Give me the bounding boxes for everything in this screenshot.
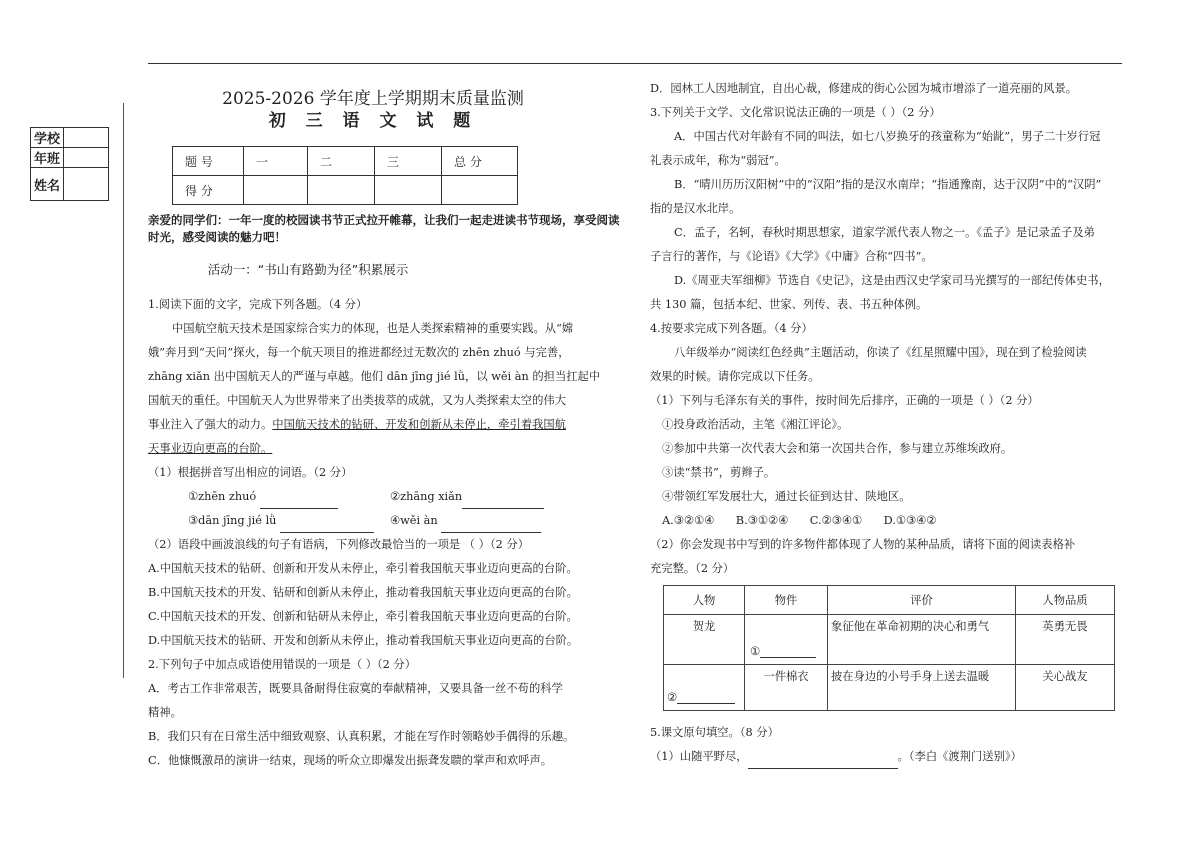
score-cell[interactable] [375,176,442,205]
question-5-title: 5.课文原句填空。（8 分） [650,726,779,739]
q3-option-d: D.《周亚夫军细柳》节选自《史记》，这是由西汉史学家司马光撰写的一部纪传体史书， [674,274,1110,287]
pinyin-label: ③dān jīng jié lǜ [188,514,277,527]
score-header: 二 [308,147,375,176]
score-header: 一 [244,147,308,176]
q2-option-d: D．园林工人因地制宜，自出心裁，修建成的街心公园为城市增添了一道亮丽的风景。 [650,82,1078,95]
eval-cell: 象征他在革命初期的决心和勇气 [828,615,1016,665]
question-2-title: 2.下列句子中加点成语使用错误的一项是（ ）（2 分） [148,658,417,671]
event-item: ②参加中共第一次代表大会和第一次国共合作，参与建立苏维埃政府。 [662,442,1013,455]
question-1-2: （2）语段中画波浪线的句子有语病，下列修改最恰当的一项是 （ ）（2 分） [148,538,530,551]
table-header: 人物品质 [1016,586,1115,615]
table-row [664,615,1115,665]
event-item: ①投身政治活动，主笔《湘江评论》。 [662,418,849,431]
pinyin-label: ②zhāng xiǎn [390,490,463,503]
name-label: 姓名 [31,168,64,201]
q3-option-c-cont: 子言行的著作，与《论语》《大学》《中庸》合称“四书”。 [650,250,933,263]
question-4-title: 4.按要求完成下列各题。（4 分） [650,322,813,335]
score-cell[interactable] [308,176,375,205]
wavy-sentence: 中国航天技术的钻研、开发和创新从未停止，牵引着我国航 [272,418,567,431]
answer-blank[interactable] [462,495,544,509]
wavy-sentence: 天事业迈向更高的台阶。 [148,442,273,455]
passage-line [148,437,618,461]
q3-option-a: A．中国古代对年龄有不同的叫法，如七八岁换牙的孩童称为“始龀”，男子二十岁行冠 [674,130,1101,143]
pinyin-label: ①zhēn zhuó [188,490,257,503]
item-cell [745,615,828,665]
exam-subtitle: 初 三 语 文 试 题 [268,111,478,131]
passage-line: 国航天的重任。中国航天人为世界带来了出类拔萃的成就，又为人类探索太空的伟大 [148,394,566,407]
answer-blank[interactable] [760,644,816,658]
pinyin-row [148,485,618,509]
q3-option-b-cont: 指的是汉水北岸。 [650,202,741,215]
pinyin-label: ④wěi àn [390,514,438,527]
score-cell[interactable] [442,176,518,205]
q3-option-c: C．孟子，名轲，春秋时期思想家，道家学派代表人物之一。《孟子》是记录孟子及弟 [674,226,1095,239]
q3-option-d-cont: 共 130 篇，包括本纪、世家、列传、表、书五种体例。 [650,298,928,311]
score-cell[interactable] [244,176,308,205]
q4-intro-cont: 效果的时候。请你完成以下任务。 [650,370,820,383]
answer-blank[interactable] [677,690,735,704]
question-1-1: （1）根据拼音写出相应的词语。（2 分） [148,466,353,479]
pinyin-item [390,485,544,509]
school-label: 学校 [31,128,64,148]
person-cell [664,665,745,711]
quality-cell: 关心战友 [1016,665,1115,711]
question-4-2: （2）你会发现书中写到的许多物件都体现了人物的某种品质，请将下面的阅读表格补 [650,538,1076,551]
table-header: 评价 [828,586,1016,615]
table-header: 人物 [664,586,745,615]
score-header: 三 [375,147,442,176]
student-info-table [30,127,109,201]
q5-text: （1）山随平野尽， [650,750,748,763]
greeting-text: 亲爱的同学们：一年一度的校园读书节正式拉开帷幕，让我们一起走进读书节现场，享受阅读时光，感受阅读的魅力吧！ [148,213,620,244]
blank-number: ② [667,691,678,704]
activity-title: 活动一：“书山有路勤为径”积累展示 [207,262,409,277]
pinyin-item [188,509,374,533]
passage-line: zhāng xiǎn 出中国航天人的严谨与卓越。他们 dān jīng jié lǜ，以 wěi àn 的担当扛起中 [148,370,601,383]
option-c: C.中国航天技术的开发、创新和钻研从未停止，牵引着我国航天事业迈向更高的台阶。 [148,610,578,623]
q2-option-a-cont: 精神。 [148,706,182,719]
table-header: 物件 [745,586,828,615]
q5-text: 。（李白《渡荆门送别》） [897,750,1022,763]
binding-line [123,103,124,678]
passage-line: 中国航空航天技术是国家综合实力的体现，也是人类探索精神的重要实践。从“嫦 [172,322,574,335]
q2-option-b: B．我们只有在日常生活中细致观察、认真积累，才能在写作时领略妙手偶得的乐趣。 [148,730,575,743]
score-header: 总 分 [442,147,518,176]
pinyin-item [188,485,338,509]
q4-choices: A.③②①④ B.③①②④ C.②③④① D.①③④② [662,514,937,527]
question-1-title: 1.阅读下面的文字，完成下列各题。（4 分） [148,298,368,311]
reading-table [663,585,1115,711]
table-row [664,665,1115,711]
name-field[interactable] [64,168,109,201]
right-column [650,77,1128,769]
score-row-label: 得 分 [173,176,244,205]
school-field[interactable] [64,128,109,148]
question-4-1: （1）下列与毛泽东有关的事件，按时间先后排序，正确的一项是（ ）（2 分） [650,394,1039,407]
passage-text: 事业注入了强大的动力。 [148,418,273,431]
q5-line-1 [650,745,1128,769]
item-cell: 一件棉衣 [745,665,828,711]
blank-number: ① [750,645,761,658]
option-b: B.中国航天技术的开发、钻研和创新从未停止，推动着我国航天事业迈向更高的台阶。 [148,586,578,599]
q2-option-c: C．他慷慨激昂的演讲一结束，现场的听众立即爆发出振聋发聩的掌声和欢呼声。 [148,754,553,767]
pinyin-item [390,509,541,533]
person-cell: 贺龙 [664,615,745,665]
quality-cell: 英勇无畏 [1016,615,1115,665]
q2-option-a: A．考古工作非常艰苦，既要具备耐得住寂寞的奉献精神，又要具备一丝不苟的科学 [148,682,563,695]
option-a: A.中国航天技术的钻研、创新和开发从未停止，牵引着我国航天事业迈向更高的台阶。 [148,562,578,575]
class-field[interactable] [64,148,109,168]
q4-intro: 八年级举办“阅读红色经典”主题活动，你读了《红星照耀中国》，现在到了检验阅读 [674,346,1087,359]
answer-blank[interactable] [748,755,898,769]
option-d: D.中国航天技术的钻研、开发和创新从未停止，推动着我国航天事业迈向更高的台阶。 [148,634,579,647]
event-item: ④带领红军发展壮大，通过长征到达甘、陕地区。 [662,490,911,503]
event-item: ③读“禁书”，剪辫子。 [662,466,776,479]
eval-cell: 披在身边的小号手身上送去温暖 [828,665,1016,711]
class-label: 年班 [31,148,64,168]
q3-option-a-cont: 礼表示成年，称为“弱冠”。 [650,154,786,167]
passage-line [148,413,618,437]
exam-title: 2025-2026 学年度上学期期末质量监测 [222,89,524,109]
question-4-2-cont: 充完整。（2 分） [650,562,735,575]
answer-blank[interactable] [441,519,541,533]
left-column [148,293,618,773]
q3-option-b: B．“晴川历历汉阳树”中的“汉阳”指的是汉水南岸；“指通豫南，达于汉阴”中的“汉阴” [674,178,1102,191]
question-3-title: 3.下列关于文学、文化常识说法正确的一项是（ ）（2 分） [650,106,941,119]
answer-blank[interactable] [280,519,374,533]
top-rule [148,63,1122,64]
answer-blank[interactable] [260,495,338,509]
pinyin-row [148,509,618,533]
score-table [172,146,518,205]
score-header: 题 号 [173,147,244,176]
passage-line: 娥”奔月到“天问”探火，每一个航天项目的推进都经过无数次的 zhēn zhuó 与完善， [148,346,570,359]
